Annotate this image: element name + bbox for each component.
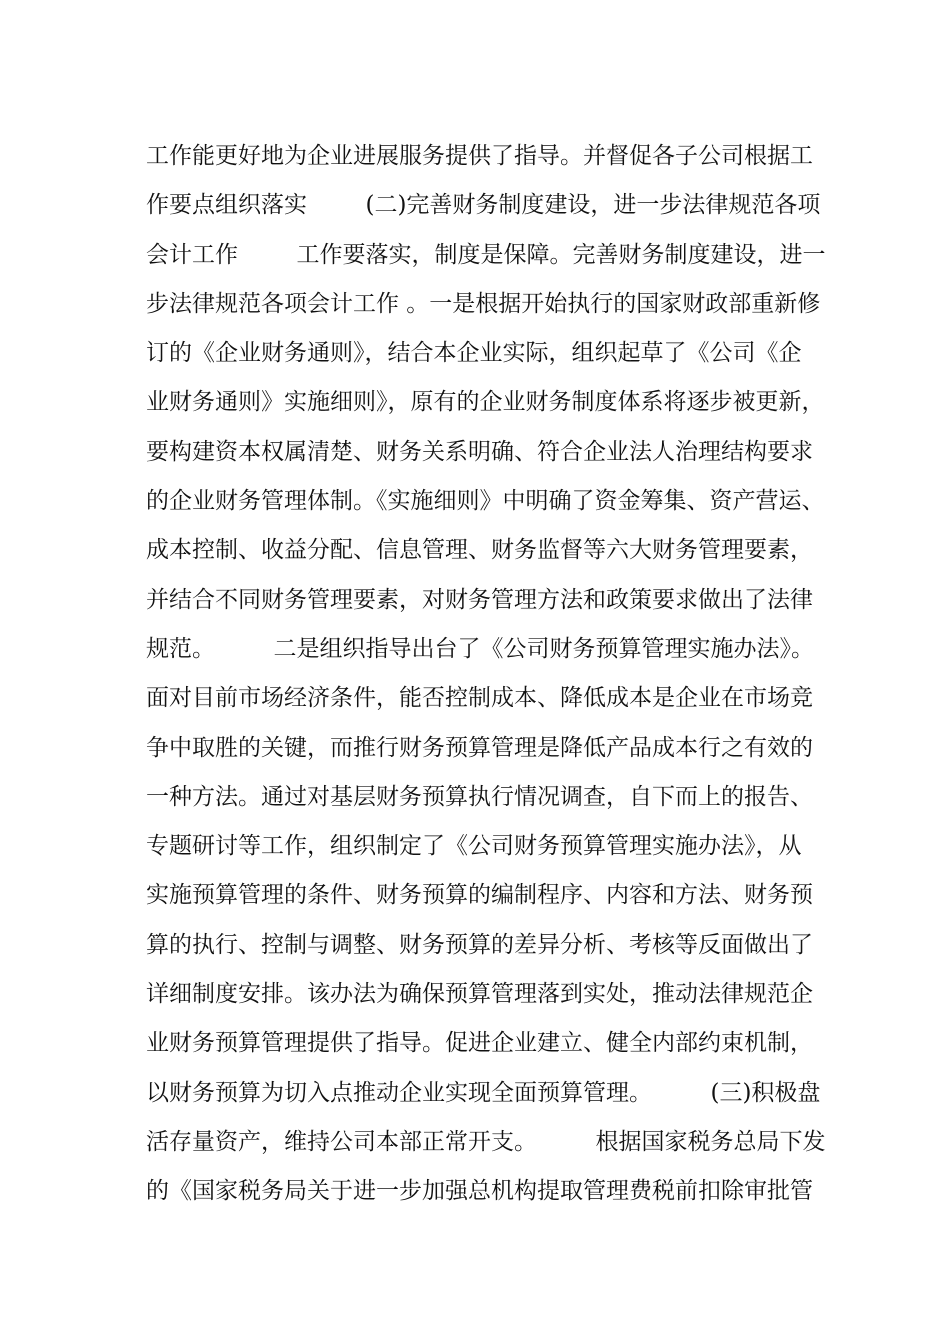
text-line: 工作能更好地为企业进展服务提供了指导。并督促各子公司根据工 bbox=[146, 143, 813, 169]
text-line: 作要点组织落实 (二)完善财务制度建设，进一步法律规范各项 bbox=[146, 192, 821, 219]
text-line: 面对目前市场经济条件，能否控制成本、降低成本是企业在市场竞 bbox=[146, 685, 813, 712]
text-line: 以财务预算为切入点推动企业实现全面预算管理。 (三)积极盘 bbox=[146, 1079, 821, 1106]
text-line: 的《国家税务局关于进一步加强总机构提取管理费税前扣除审批管 bbox=[146, 1178, 813, 1205]
text-line: 的企业财务管理体制。《实施细则》中明确了资金筹集、资产营运、 bbox=[146, 488, 825, 515]
text-line: 实施预算管理的条件、财务预算的编制程序、内容和方法、财务预 bbox=[146, 882, 813, 909]
text-line: 算的执行、控制与调整、财务预算的差异分析、考核等反面做出了 bbox=[146, 931, 813, 958]
text-line: 一种方法。通过对基层财务预算执行情况调查，自下而上的报告、 bbox=[146, 783, 813, 810]
text-line: 会计工作 工作要落实，制度是保障。完善财务制度建设，进一 bbox=[146, 241, 826, 268]
body-text bbox=[146, 132, 846, 1217]
text-line: 业财务通则》实施细则》，原有的企业财务制度体系将逐步被更新， bbox=[146, 389, 825, 416]
text-line: 成本控制、收益分配、信息管理、财务监督等六大财务管理要素， bbox=[146, 537, 813, 564]
text-line: 业财务预算管理提供了指导。促进企业建立、健全内部约束机制， bbox=[146, 1030, 813, 1057]
text-line: 详细制度安排。该办法为确保预算管理落到实处，推动法律规范企 bbox=[146, 981, 813, 1008]
text-line: 要构建资本权属清楚、财务关系明确、符合企业法人治理结构要求 bbox=[146, 438, 813, 465]
text-line: 争中取胜的关键，而推行财务预算管理是降低产品成本行之有效的 bbox=[146, 734, 813, 761]
text-line: 订的《企业财务通则》，结合本企业实际，组织起草了《公司《企 bbox=[146, 340, 802, 367]
text-line: 规范。 二是组织指导出台了《公司财务预算管理实施办法》。 bbox=[146, 635, 814, 662]
text-line: 专题研讨等工作，组织制定了《公司财务预算管理实施办法》，从 bbox=[146, 833, 802, 860]
text-line: 并结合不同财务管理要素，对财务管理方法和政策要求做出了法律 bbox=[146, 586, 813, 613]
text-line: 步法律规范各项会计工作 。一是根据开始执行的国家财政部重新修 bbox=[146, 290, 821, 317]
text-line: 活存量资产，维持公司本部正常开支。 根据国家税务总局下发 bbox=[146, 1128, 826, 1155]
